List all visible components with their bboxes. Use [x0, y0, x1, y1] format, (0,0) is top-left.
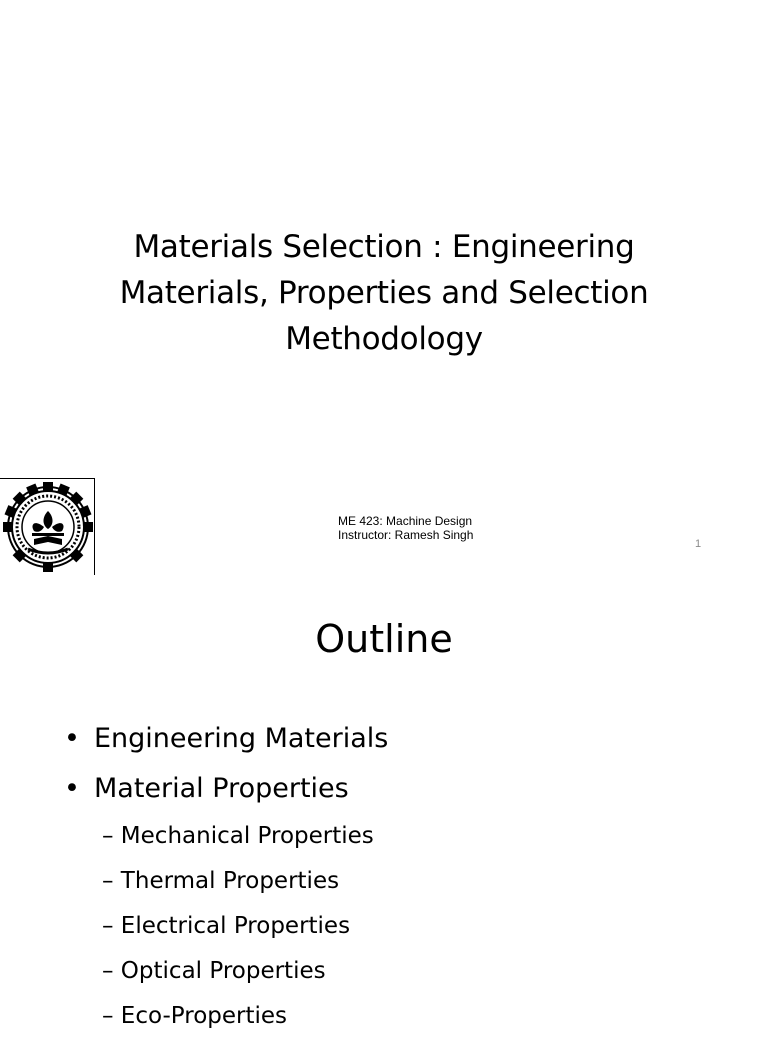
- title-line: Materials Selection : Engineering: [133, 229, 635, 265]
- slide-title: Outline: [315, 617, 453, 661]
- bullet-icon: •: [64, 723, 80, 754]
- bullet-icon: •: [64, 773, 80, 804]
- institute-emblem-icon: [0, 479, 94, 575]
- sub-list-item: – Electrical Properties: [102, 913, 351, 939]
- slide-title: [84, 224, 684, 362]
- title-line: Materials, Properties and Selection: [119, 275, 649, 311]
- sub-list-item: – Thermal Properties: [102, 868, 340, 894]
- list-item-label: Material Properties: [94, 773, 349, 804]
- title-line: Methodology: [285, 321, 483, 357]
- instructor-name: Instructor: Ramesh Singh: [338, 528, 474, 542]
- list-item: [62, 764, 388, 814]
- list-item: [62, 714, 388, 764]
- list-item-label: Engineering Materials: [94, 723, 389, 754]
- sub-list-item: – Optical Properties: [102, 958, 326, 984]
- slide-footer: [338, 514, 473, 542]
- sub-list-item: – Mechanical Properties: [102, 823, 374, 849]
- outline-list: [62, 714, 388, 1039]
- outline-slide: [0, 576, 768, 1029]
- logo: [0, 478, 95, 575]
- sub-list-item: – Eco-Properties: [102, 1003, 288, 1029]
- course-name: ME 423: Machine Design: [338, 514, 473, 528]
- page-number: 1: [695, 538, 702, 550]
